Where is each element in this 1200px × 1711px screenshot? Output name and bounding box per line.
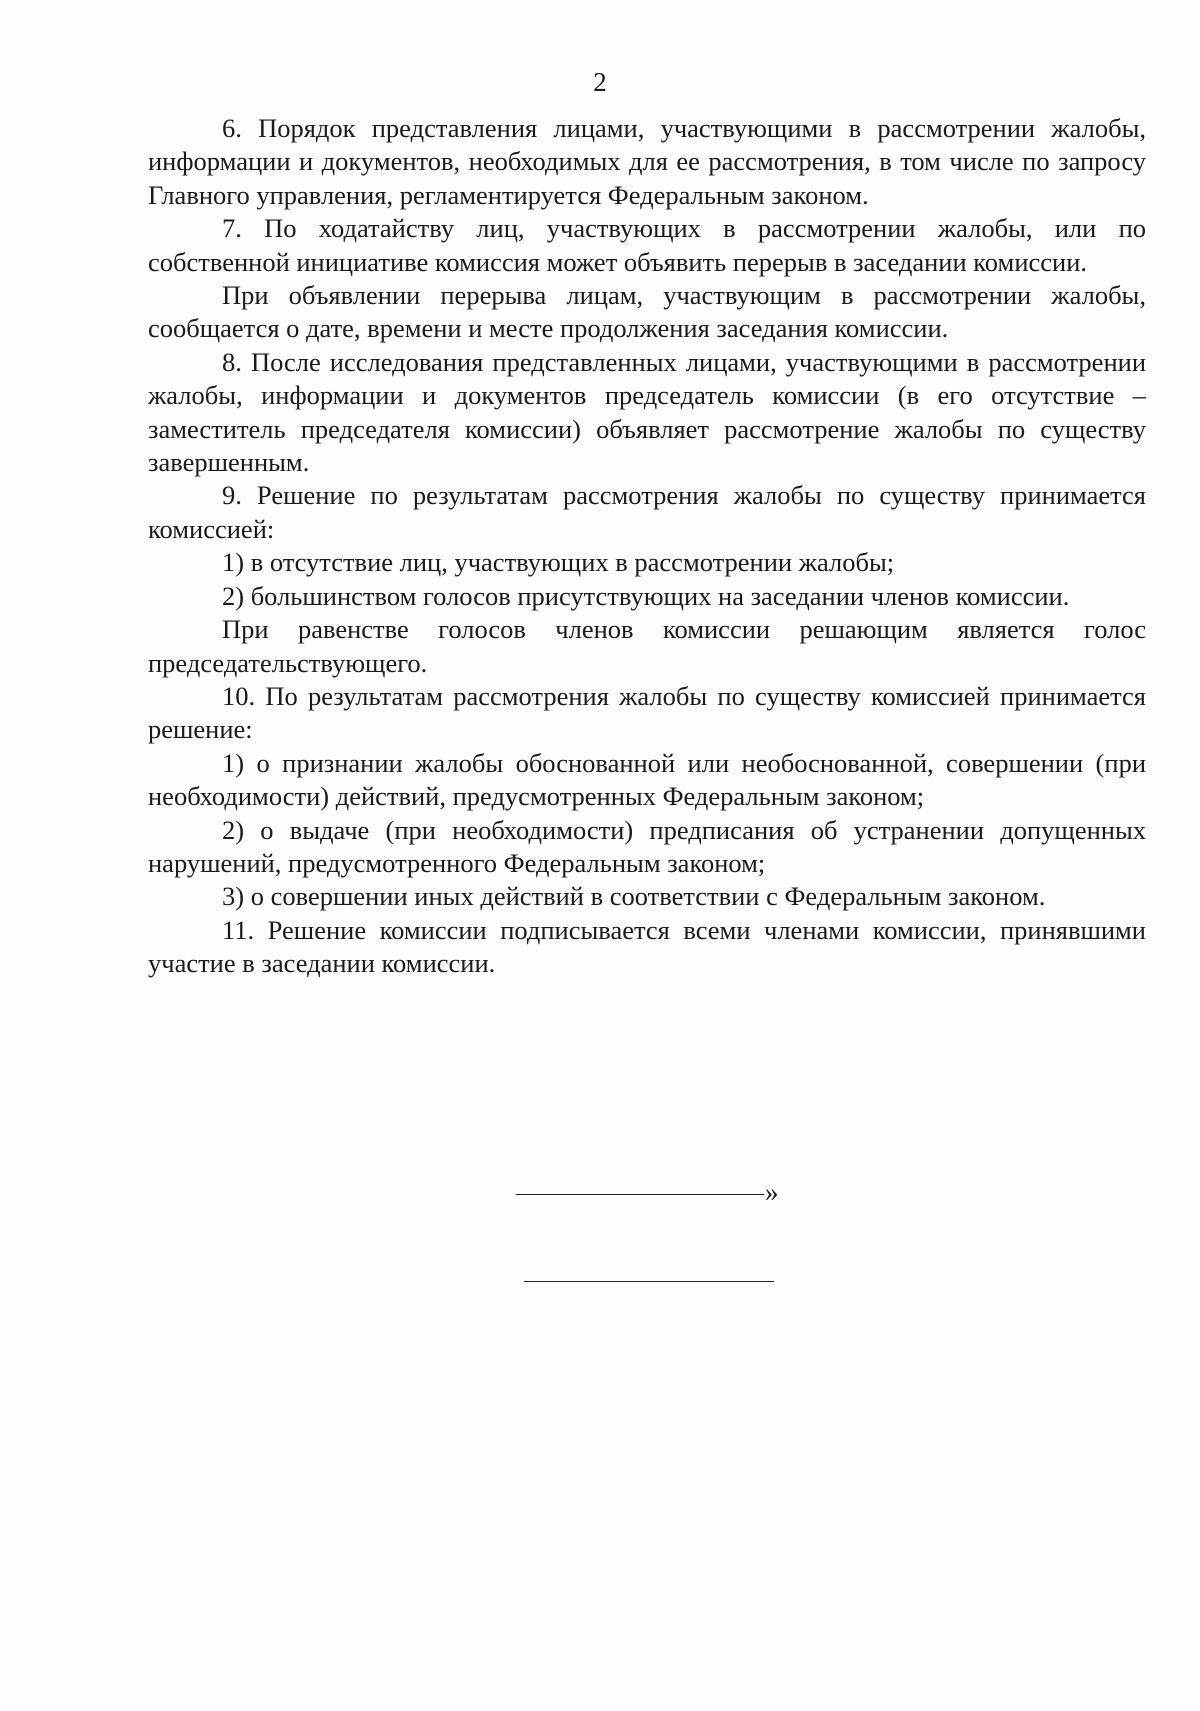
paragraph-9-item-2: 2) большинством голосов присутствующих на заседании членов комиссии.: [222, 580, 1070, 611]
paragraph-6: 6. Порядок представления лицами, участвующими в рассмотрении жалобы, информации и документов, необходимых для ее рассмотрения, в том числе по запросу Главного управления, регламентируется Федеральным законом.: [148, 113, 1146, 210]
closing-underline: [516, 1194, 764, 1195]
paragraph-8: 8. После исследования представленных лицами, участвующими в рассмотрении жалобы, информации и документов председатель комиссии (в его отсутствие – заместитель председателя комиссии) объявляет рассмотрение жалобы по существу завершенным.: [148, 346, 1146, 478]
paragraph-7-break-notice: При объявлении перерыва лицам, участвующим в рассмотрении жалобы, сообщается о дате, времени и месте продолжения заседания комиссии.: [148, 280, 1146, 344]
separator-line: [524, 1281, 774, 1282]
paragraph-9-item-1: 1) в отсутствие лиц, участвующих в рассмотрении жалобы;: [222, 547, 895, 578]
document-body: [148, 112, 1146, 981]
paragraph-10-item-2: 2) о выдаче (при необходимости) предписания об устранении допущенных нарушений, предусмотренного Федеральным законом;: [148, 814, 1146, 878]
closing-quote-mark: »: [765, 1177, 779, 1207]
paragraph-11: 11. Решение комиссии подписывается всеми членами комиссии, принявшими участие в заседании комиссии.: [148, 914, 1146, 979]
paragraph-9: 9. Решение по результатам рассмотрения жалобы по существу принимается комиссией:: [148, 480, 1146, 544]
paragraph-10: 10. По результатам рассмотрения жалобы по существу комиссией принимается решение:: [148, 680, 1146, 745]
paragraph-10-item-3: 3) о совершении иных действий в соответствии с Федеральным законом.: [222, 881, 1046, 912]
paragraph-10-item-1: 1) о признании жалобы обоснованной или необоснованной, совершении (при необходимости) действий, предусмотренных Федеральным законом;: [148, 747, 1146, 812]
page-number: 2: [593, 67, 607, 97]
paragraph-9-tie-rule: При равенстве голосов членов комиссии решающим является голос председательствующего.: [148, 614, 1146, 678]
paragraph-7: 7. По ходатайству лиц, участвующих в рассмотрении жалобы, или по собственной инициативе комиссия может объявить перерыв в заседании комиссии.: [148, 213, 1146, 277]
